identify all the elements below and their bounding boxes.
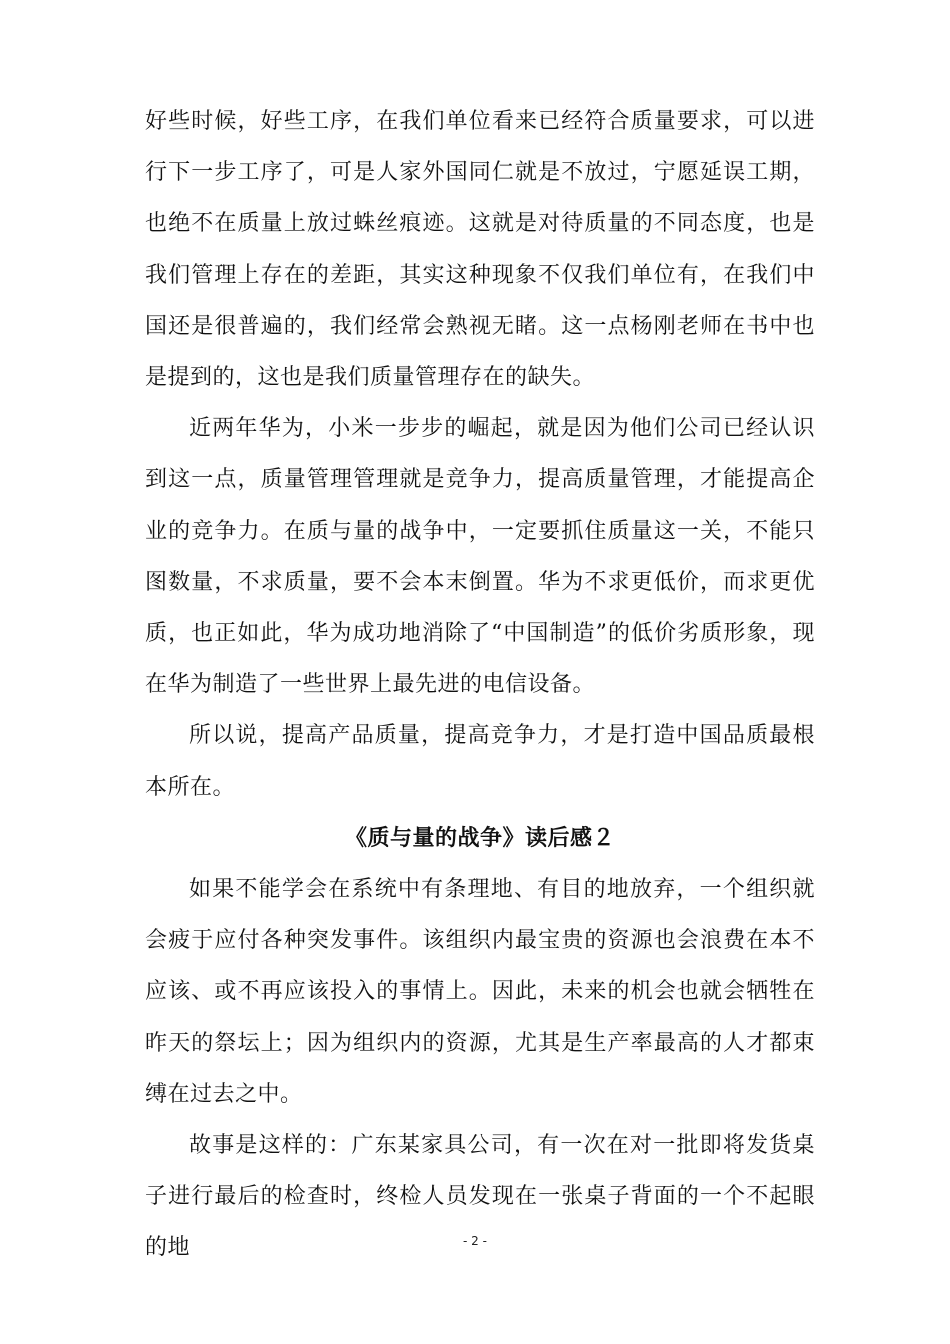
section-title: 《质与量的战争》读后感２: [344, 824, 615, 851]
paragraph-huawei-xiaomi: 近两年华为，小米一步步的崛起，就是因为他们公司已经认识到这一点，质量管理管理就是竞争力，提高质量管理，才能提高企业的竞争力。在质与量的战争中，一定要抓住质量这一关，不能只图数量，不求质量，要不会本末倒置。华为不求更低价，而求更优质，也正如此，华为成功地消除了“中国制造”的低价劣质形象，现在华为制造了一些世界上最先进的电信设备。: [145, 416, 815, 698]
paragraph-continued: 好些时候，好些工序，在我们单位看来已经符合质量要求，可以进行下一步工序了，可是人家外国同仁就是不放过，宁愿延误工期，也绝不在质量上放过蛛丝痕迹。这就是对待质量的不同态度，也是我们管理上存在的差距，其实这种现象不仅我们单位有，在我们中国还是很普遍的，我们经常会熟视无睹。这一点杨刚老师在书中也是提到的，这也是我们质量管理存在的缺失。: [145, 109, 815, 391]
paragraph-conclusion: 所以说，提高产品质量，提高竞争力，才是打造中国品质最根本所在。: [145, 723, 815, 800]
paragraph-story: 故事是这样的：广东某家具公司，有一次在对一批即将发货桌子进行最后的检查时，终检人员发现在一张桌子背面的一个不起眼的地: [145, 1133, 815, 1261]
paragraph-organization: 如果不能学会在系统中有条理地、有目的地放弃，一个组织就会疲于应付各种突发事件。该组织内最宝贵的资源也会浪费在本不应该、或不再应该投入的事情上。因此，未来的机会也就会牺牲在昨天的祭坛上；因为组织内的资源，尤其是生产率最高的人才都束缚在过去之中。: [145, 877, 815, 1107]
page-number: - 2 -: [463, 1234, 487, 1248]
document-body: [145, 96, 815, 1274]
